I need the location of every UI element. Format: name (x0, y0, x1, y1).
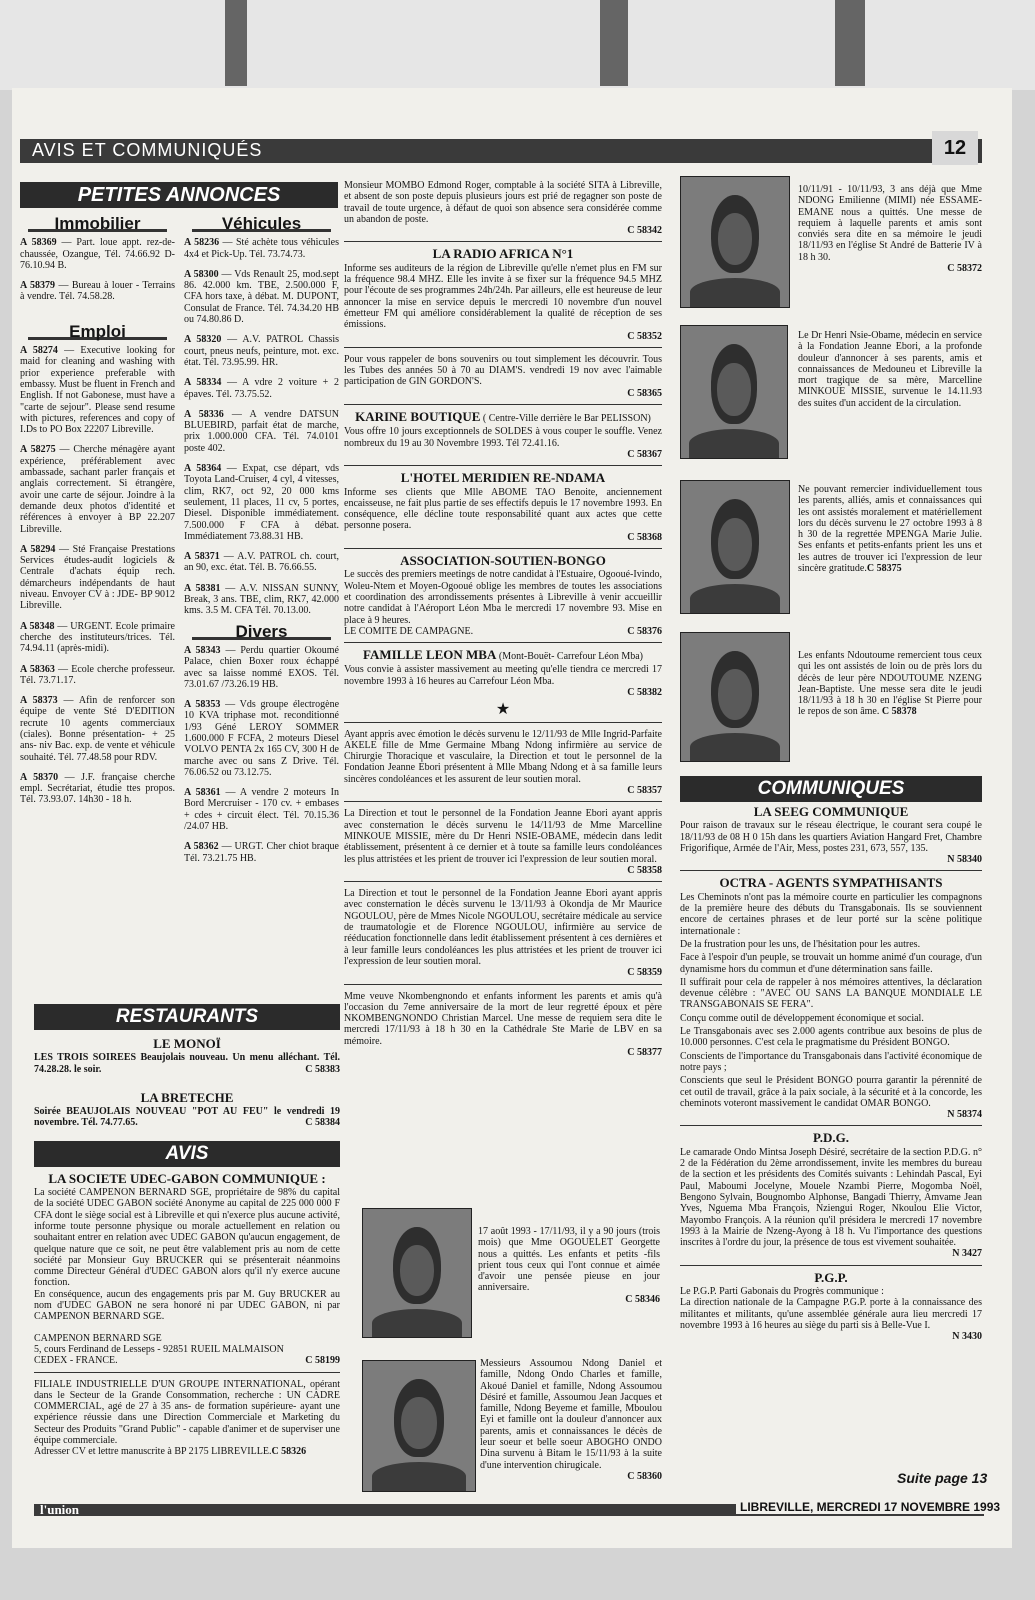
octra-paragraph: Conçu comme outil de développement économique et social. (680, 1012, 924, 1024)
udec-address: 5, cours Ferdinand de Lesseps - 92851 RUEIL MALMAISON (34, 1343, 284, 1355)
communiques-section (680, 776, 982, 1342)
notice-ref: C 58342 (627, 225, 662, 237)
obituary-abogho: Messieurs Assoumou Ndong Daniel et famille, Ndong Ondo Charles et famille, Akoué Daniel et famille, Ndong Assoumou Désiré et famille, Assoumou Jean Jacques et famille, Ndong Beyeme et famille, Mboulou Eyi et famille ont la douleur d'annoncer aux parents, amis et connaissances le décès de leur soeur et belle soeur ABOGHO ONDO Dina survenu à Bitam le 15/11/93 à la suite d'une intervention chirugicale. C 58360 (480, 1358, 662, 1482)
notice-ref: C 58382 (627, 686, 662, 698)
classified-ad: A 58363 — Ecole cherche professeur. Tél. 73.71.17. (20, 663, 176, 686)
seeg-title: LA SEEG COMMUNIQUE (753, 804, 909, 819)
divider (344, 347, 662, 348)
avis-banner: AVIS (34, 1141, 340, 1167)
divider (344, 984, 662, 985)
divider (344, 801, 662, 802)
leonmba-notice: Vous convie à assister massivement au meeting qu'elle tiendra ce mercredi 17 novembre 1993 à 16 heures au Carrefour Léon Mba. (344, 664, 662, 687)
filiale-ad: FILIALE INDUSTRIELLE D'UN GROUPE INTERNATIONAL, opérant dans le Secteur de la Grande Consommation, recherche : UN CADRE COMMERCIAL, agé de 27 à 35 ans- de formation supérieure- ayant une expérience réussie dans une Direction Commerciale et Marketing du Secteur des Produits "Grand Public" - capable d'animer et de superviser une équipe commerciale. (34, 1378, 340, 1447)
classified-ad: A 58294 — Sté Française Prestations Services études-audit logiciels & Centrale d'achats équip rech. démarcheurs indépendants de haut niveau. Envoyer CV à : JDE- BP 9012 Libreville. (20, 543, 176, 612)
classified-ad: A 58320 — A.V. PATROL Chassis court, pneus neufs, peinture, mot. exc. état. Tél. 73.95.99. HR. (184, 334, 339, 368)
immobilier-heading: Immobilier (54, 214, 141, 233)
bongo-notice: Le succès des premiers meetings de notre candidat à l'Estuaire, Ogooué-Ivindo, Woleu-Ntem et Moyen-Ogooué oblige les membres de toutes les associations et coordination des arrondissements présentes à Libreville à venir accueillir notre candidat à l'Aéroport Léon Mba le mercredi 17 novembre 93. Mise en place à 9 heures. (344, 569, 662, 626)
restaurant-name: LA BRETECHE (140, 1089, 234, 1105)
notice-ref: C 58359 (627, 967, 662, 979)
condolence-akele: Ayant appris avec émotion le décès survenu le 12/11/93 de Mlle Ingrid-Parfaite AKELE fille de Mme Germaine Mbang Ndong infirmière au service de Chirurgie Thoracique et vasculaire, la Direction et tout le personnel de la Fondation Jeanne Ebori présentent à Mlle Mbang Ndong et à sa famille leurs sincères condoléances et les assurent de leur soutien moral. (344, 728, 662, 785)
classified-ad: A 58364 — Expat, cse départ, vds Toyota Land-Cruiser, 4 cyl, 4 vitesses, clim, RK7, oct 92, 20 000 kms seulement, 11 places, 11 cv, 5 portes, Diesel. Disponible immédiatement. 7.500.000 F CFA à débat. Immédiatement 73.88.31 HB. (184, 463, 339, 542)
classified-ad: A 58373 — Afin de renforcer son équipe de vente Sté D'EDITION recrute 10 agents commerciaux (ciales). Bonne présentation- + 25 ans- niv Bac. exp. de vente et véhicule souhaité. Tél. 77.48.58 pour RDV. (20, 695, 176, 763)
classified-ad: A 58275 — Cherche ménagère ayant expérience, préférablement avec ambassade, sachant parler français et anglais correctement. Si étrangère, avoir une carte de séjour. Joindre à la demande deux photos d'identité et références à envoyer à BP 22.207 Libreville. (20, 444, 176, 535)
octra-paragraph: Il suffirait pour cela de rappeler à nos mémoires attentives, la déclaration devenue célèbre : "AVEC OU SANS LA BANQUE MONDIALE LE TRANSGABONAIS SE FERA". (680, 976, 982, 1011)
portrait-photo (362, 1208, 472, 1338)
notice-ref: C 58367 (627, 448, 662, 460)
classified-ad: A 58361 — A vendre 2 moteurs In Bord Mercruiser - 170 cv. + embases + cdes + circuit élect. Tél. 70.15.36 /24.07 HB. (184, 787, 339, 833)
notice-ref: C 58377 (627, 1047, 662, 1058)
seeg-notice: Pour raison de travaux sur le réseau électrique, le courant sera coupé le 18/11/93 de 08 H 0 15h dans les quartiers Aviation Hangard Fret, Chambre Frigorifique, Armée de l'Air, Mess, postes 231, 673, 557, 135. (680, 820, 982, 854)
divider (680, 870, 982, 871)
udec-paragraph: La société CAMPENON BERNARD SGE, propriétaire de 98% du capital de la société UDEC GABON société Anonyme au capital de 225 000 000 F CFA dont le siège social est à Libreville et qui n'exerce plus aucune activité, informe toute personne physique ou morale actuellement en relation ou souhaitant entrer en relation avec UDEC GABON qu'aucun engagement, de quelque nature que ce soit, ne peut être valablement pris au nom de cette société par Monsieur Guy BRUCKER qui se présenterait néanmoins comme Directeur Général d'UDEC GABON alors qu'il n'y exerce aucune fonction. (34, 1187, 340, 1289)
pgp-title: P.G.P. (814, 1269, 848, 1285)
star-separator: ★ (495, 701, 511, 719)
divers-heading: Divers (235, 621, 288, 641)
udec-address: CEDEX - FRANCE. C 58199 (34, 1355, 340, 1367)
udec-title: LA SOCIETE UDEC-GABON COMMUNIQUE : (48, 1170, 326, 1186)
scan-shadow (600, 0, 628, 86)
divider (344, 881, 662, 882)
classified-ad: A 58274 — Executive looking for maid for cleaning and washing with prior experience preferable with embassy. Must be fluent in French and English. If not Gabonese, must have a "carte de sejour". Please send resume with pictures, references and copy of I.Ds to PO Box 22207 Libreville. (20, 345, 176, 436)
vehicules-heading: Véhicules (221, 214, 302, 233)
memorial-essame: 10/11/91 - 10/11/93, 3 ans déjà que Mme NDONG Emilienne (MIMI) née ESSAME-EMANE nous a quittés. Une messe de requiem à laquelle parents et amis sont conviés sera dite en sa mémoire le jeudi 18/11/93 en l'église St André de Batterie IV à 18 h 30. C 58372 (798, 184, 982, 275)
petites-annonces-banner: PETITES ANNONCES (20, 182, 338, 208)
divider (344, 548, 662, 549)
classifieds-column-left (20, 214, 176, 815)
meridien-title: L'HOTEL MERIDIEN RE-NDAMA (400, 470, 606, 486)
communiques-banner: COMMUNIQUES (680, 776, 982, 802)
restaurants-banner: RESTAURANTS (34, 1004, 340, 1030)
classifieds-column-right (184, 214, 340, 873)
leonmba-header: FAMILLE LEON MBA (Mont-Bouët- Carrefour Léon Mba) (362, 647, 643, 663)
restaurant-ad: LES TROIS SOIREES Beaujolais nouveau. Un menu alléchant. Tél. 74.28.28. le soir. C 58383 (34, 1052, 340, 1075)
thanks-mpenga: Ne pouvant remercier individuellement tous les parents, alliés, amis et connaissances qui les ont assistés moralement et matériellement lors du décès survenu le 27 octobre 1993 à 8 h 30 de la regrettée MPENGA Marie Julie. Ses enfants et petits-enfants prient les uns et les autres de trouver ici l'expression de leur sincère gratitude.C 58375 (798, 484, 982, 575)
classified-ad: A 58370 — J.F. française cherche empl. Secrétariat, étudie ttes propos. Tél. 73.93.07. 14h30 - 18 h. (20, 771, 175, 806)
classified-ad: A 58371 — A.V. PATROL ch. court, an 90, exc. état. Tél. B. 76.66.55. (184, 551, 340, 574)
classified-ad: A 58369 — Part. loue appt. rez-de-chaussée, Ozangue, Tél. 74.66.92 D- 76.10.94 B. (20, 237, 176, 271)
octra-paragraph: Face à l'espoir d'un peuple, se trouvait un homme animé d'un courage, d'un dynamisme hors du commun et d'une détermination sans faille. (680, 952, 982, 975)
pdg-title: P.D.G. (813, 1130, 849, 1146)
bongo-signature: LE COMITE DE CAMPAGNE. C 58376 (344, 625, 662, 637)
meridien-notice: Informe ses clients que Mlle ABOME TAO Benoite, anciennement encaisseuse, ne fait plus partie de ses effectifs depuis le 17 novembre 1993. En conséquence, elle décline toute responsabilité quant aux actes que cette personne posera. (344, 486, 662, 532)
page-number: 12 (932, 131, 978, 165)
continued-page-link[interactable]: Suite page 13 (897, 1470, 988, 1486)
memorial-nkombengnondo: Mme veuve Nkombengnondo et enfants informent les parents et amis qu'à l'occasion du 7eme anniversaire de la mort de leur regretté époux et père NKOMBENGNONDO Christian Marcel. Une messe de requiem sera dite le mercredi 17/11/93 à 18 h 30 en la Cathédrale Ste Marie de LBV en sa mémoire. (344, 990, 662, 1047)
octra-paragraph: Le Transgabonais avec ses 2.000 agents contribue aux besoins de plus de 10.000 personnes. C'est cela le pragmatisme du Président BONGO. (680, 1026, 982, 1049)
memorial-ogouelet: 17 août 1993 - 17/11/93, il y a 90 jours (trois mois) que Mme OGOUELET Georgette nous a quittés. Les enfants et petits -fils prient tous ceux qui l'ont connue et aimée d'avoir une pensée pieuse en jour anniversaire. C 58346 (478, 1226, 660, 1305)
scan-top-margin (0, 0, 1035, 90)
notice-ref: N 58340 (947, 854, 982, 866)
pgp-intro: Le P.G.P. Parti Gabonais du Progrès communique : (680, 1285, 884, 1297)
diams-notice: Pour vous rappeler de bons souvenirs ou tout simplement les découvrir. Tous les Tubes des années 50 à 70 au DIAM'S. vendredi 19 nov avec l'aimable participation de GIN GORDON'S. (344, 353, 662, 388)
condolence-minkoue: La Direction et tout le personnel de la Fondation Jeanne Ebori ayant appris avec consternation le décès survenu le 14/11/93 de Mme Marcelline MINKOUE MISSIE, mère du Dr Henri NSIE-OBAME, médecin dans ledit établissement, présentent à ce dernier et à toute sa famille leurs condoléances les plus attristées et les prient de trouver ici l'expression de leur soutien moral. (344, 808, 662, 865)
notice-ref: C 58352 (627, 330, 662, 342)
divider (34, 1372, 340, 1373)
notice-mombo: Monsieur MOMBO Edmond Roger, comptable à la société SITA à Libreville, et absent de son poste depuis plusieurs jours est prié de regagner son poste de travail de toute urgence, à défaut de quoi son absence sera considérée comme un abandon de poste. (344, 180, 662, 225)
masthead-logo: l'union (40, 1502, 80, 1517)
radio-notice: Informe ses auditeurs de la région de Libreville qu'elle n'emet plus en FM sur la fréquence 98.4 MHZ. Elle les invite à se fixer sur la fréquence 94.5 MHZ pour l'écoute de ses programmes 24h/24h. Par ailleurs, elle est heureuse de leur annoncer la mise en service depuis le mercredi 10 novembre d'un nouvel émetteur FM qui améliore considérablement la qualité de réception de ses émissions. (344, 262, 662, 331)
classified-ad: A 58379 — Bureau à louer - Terrains à vendre. Tél. 74.58.28. (20, 280, 176, 303)
notice-ref: C 58357 (627, 785, 662, 797)
classified-ad: A 58300 — Vds Renault 25, mod.sept 86. 42.000 km. TBE, 2.500.000 F, CFA hors taxe, à débat. M. DUPONT, Consulat de France. Tél. 74.34.20 HB ou 74.80.86 D. (184, 268, 340, 326)
dateline: LIBREVILLE, MERCREDI 17 NOVEMBRE 1993 (736, 1500, 1004, 1514)
scan-shadow (835, 0, 865, 86)
classified-ad: A 58336 — A vendre DATSUN BLUEBIRD, parfait état de marche, prix 1.000.000 CFA. Tél. 74.0101 poste 402. (184, 408, 339, 454)
classified-ad: A 58348 — URGENT. Ecole primaire cherche des instituteurs/trices. Tél. 74.94.11 (après-midi). (20, 620, 175, 655)
classified-ad: A 58343 — Perdu quartier Okoumé Palace, chien Boxer roux échappé avec sa laisse nommé EXOS. Tél. 73.01.67 /73.26.19 HB. (184, 644, 339, 690)
divider (344, 722, 662, 723)
karine-notice: Vous offre 10 jours exceptionnels de SOLDES à vous couper le souffle. Venez nombreux du 19 au 30 Novembre 1993. Tél 72.41.16. (344, 426, 662, 449)
section-title: AVIS ET COMMUNIQUÉS (32, 140, 263, 160)
divider (344, 241, 662, 242)
scan-shadow (225, 0, 247, 86)
notice-ref: N 3427 (952, 1248, 982, 1260)
karine-header: KARINE BOUTIQUE ( Centre-Ville derrière le Bar PELISSON) (355, 409, 651, 425)
middle-column (344, 180, 662, 1058)
udec-address: CAMPENON BERNARD SGE (34, 1332, 162, 1344)
divider (680, 1125, 982, 1126)
octra-title: OCTRA - AGENTS SYMPATHISANTS (719, 875, 943, 891)
divider (344, 404, 662, 405)
notice-ref: C 58368 (627, 531, 662, 543)
bongo-title: ASSOCIATION-SOUTIEN-BONGO (400, 553, 606, 569)
thanks-ndoutoume: Les enfants Ndoutoume remercient tous ceux qui les ont assistés de loin ou de près lors du décès de leur père NDOUTOUME NZENG Jean-Baptiste. Une messe sera dite le jeudi 18/11/93 à 18 h 30 en l'église St Pierre pour le repos de son âme. C 58378 (798, 650, 982, 718)
udec-paragraph: En conséquence, aucun des engagements pris par M. Guy BRUCKER au nom d'UDEC GABON ne sera honoré ni par UDEC GABON, ni par CAMPENON BERNARD SGE. (34, 1288, 340, 1323)
restaurants-avis-section (34, 1004, 340, 1458)
pdg-notice: Le camarade Ondo Mintsa Joseph Désiré, secrétaire de la section P.D.G. n° 2 de la Fédération du 2ème arrondissement, invite les membres du bureau de la section et les présidents des Comités suivants : Lehindah Pascal, Eyi Paul, Maboumi Jocelyne, Mouele Nzambi Pierre, Mogomba Noël, Bengono Sylvain, Bougnombo Alphonse, Bangadi Thierry, Amvame Jean Yves, Nguema Mba François, Nziengui Roger, Nkoulou Elie Victor, Mayombo François. A la réunion qu'il présidera le mercredi 17 novembre 1993 à la Mairie de Nzeng-Ayong à 18 h. Vu l'importance des questions inscrites à l'ordre du jour, la présence de tous est vivement souhaitée. (680, 1146, 982, 1249)
classified-ad: A 58353 — Vds groupe électrogène 10 KVA triphase mot. reconditionné 1/93 Géné LEROY SOMMER 1.600.000 F FCFA, 2 moteurs Diesel VOLVO PENTA 2x 165 CV, 300 H de marche avec ou sans Z Drive. Tél. 76.06.52 ou 73.12.75. (184, 699, 340, 778)
notice-ref: N 58374 (947, 1109, 982, 1121)
classified-ad: A 58236 — Sté achète tous véhicules 4x4 et Pick-Up. Tél. 73.74.73. (184, 237, 340, 260)
octra-paragraph: De la frustration pour les uns, de l'hésitation pour les autres. (680, 938, 921, 950)
portrait-photo (362, 1360, 476, 1492)
portrait-photo (680, 632, 790, 762)
radio-title: LA RADIO AFRICA N°1 (432, 246, 574, 262)
octra-paragraph: Conscients que seul le Président BONGO pourra garantir la pérennité de cet outil de travail, grâce à la paix sociale, à la sécurité et à la concorde, les cheminots voteront massivement le candidat OMAR BONGO. (680, 1075, 982, 1109)
pgp-notice: La direction nationale de la Campagne P.G.P. porte à la connaissance des militantes et militants, qu'une assemblée générale aura lieu mercredi 17 novembre 1993 à 16 heures au siège du parti sis à Belle-Vue I. (680, 1297, 982, 1331)
restaurant-name: LE MONOÏ (153, 1036, 221, 1051)
octra-paragraph: Les Cheminots n'ont pas la mémoire courte en particulier les compagnons de la première heure des débuts du Transgabonais. Ils se souviennent encore de certaines phrases et de leur porté sur la scène politique internationale : (680, 891, 982, 937)
divider (344, 465, 662, 466)
restaurant-ad: Soirée BEAUJOLAIS NOUVEAU "POT AU FEU" le vendredi 19 novembre. Tél. 74.77.65. C 58384 (34, 1106, 340, 1129)
classified-ad: A 58334 — A vdre 2 voiture + 2 épaves. Tél. 73.75.52. (184, 377, 339, 400)
notice-ref: N 3430 (952, 1331, 982, 1343)
portrait-photo (680, 325, 788, 459)
portrait-photo (680, 480, 790, 614)
divider (680, 1265, 982, 1266)
condolence-ngoulou: La Direction et tout le personnel de la Fondation Jeanne Ebori ayant appris avec consternation le décès survenu le 13/11/93 à Okondja de Mr Maurice NGOULOU, père de Mmes Nicole NGOULOU, secrétaire médicale au service de traumatologie et de Florence NGOULOU, infirmière au service de rééducation fonctionnelle dans ledit établissement présentent à ces dernières et à leur famille leurs condoléances les plus attristées et les prient de trouver ici l'expression de leur soutien moral. (344, 888, 662, 967)
notice-ref: C 58358 (627, 864, 662, 876)
classified-ad: A 58362 — URGT. Cher chiot braque Tél. 73.21.75 HB. (184, 841, 340, 864)
filiale-contact: Adresser CV et lettre manuscrite à BP 2175 LIBREVILLE.C 58326 (34, 1446, 307, 1458)
divider (344, 642, 662, 643)
portrait-photo (680, 176, 790, 308)
classified-ad: A 58381 — A.V. NISSAN SUNNY, Break, 3 ans. TBE, clim, RK7, 42.000 kms. 3.5 M. CFA Tél. 70.13.00. (184, 582, 340, 617)
obituary-nsie: Le Dr Henri Nsie-Obame, médecin en service à la Fondation Jeanne Ebori, a la profonde douleur d'annoncer à ses parents, amis et connaissances de Medouneu et Libreville la mort tragique de sa mère, Marcelline MINKOUE MISSIE, survenue le 14.11.93 des suites d'un accident de la circulation. (798, 330, 982, 409)
octra-paragraph: Conscients de l'importance du Transgabonais dans l'activité économique de notre pays ; (680, 1050, 982, 1073)
emploi-heading: Emploi (69, 321, 126, 341)
notice-ref: C 58365 (627, 387, 662, 399)
